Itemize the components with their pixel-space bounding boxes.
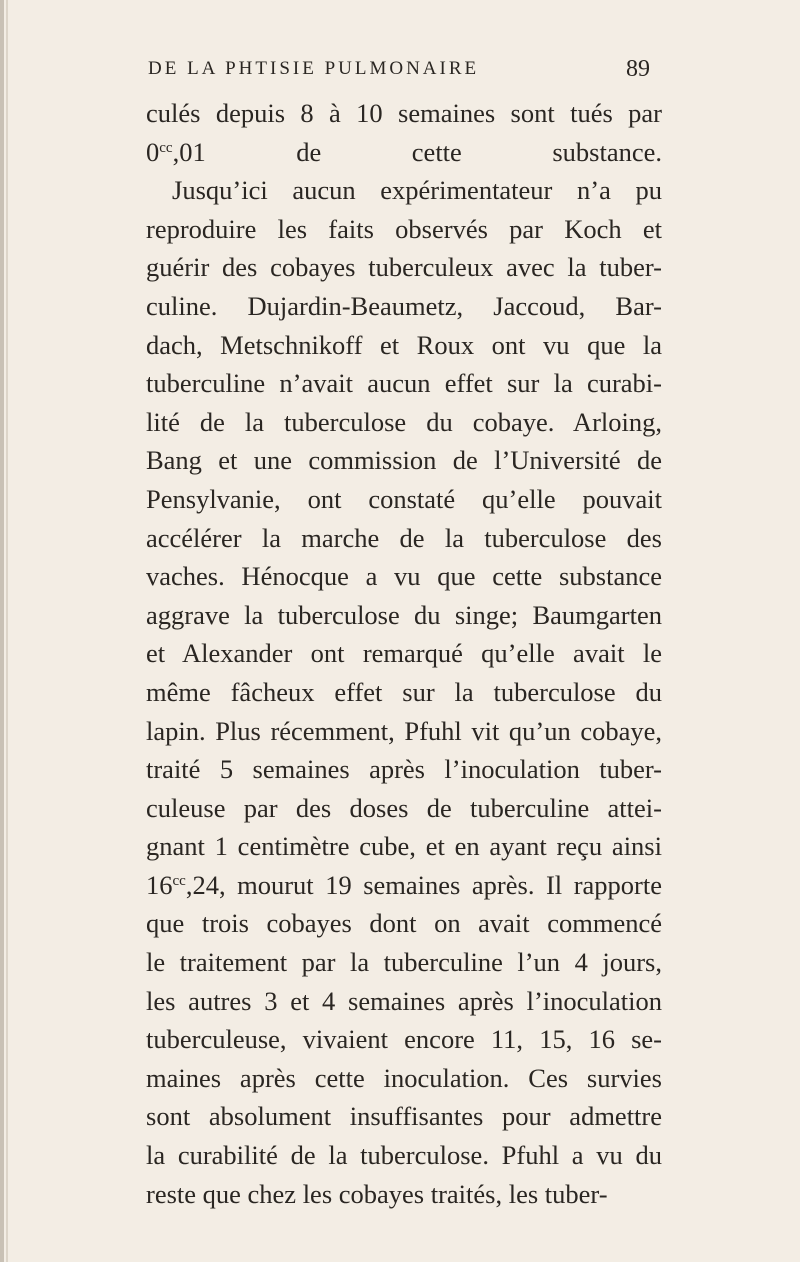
text-line: lité de la tuberculose du cobaye. Arloing, bbox=[146, 406, 662, 437]
superscript: cc bbox=[172, 872, 186, 889]
text-line: gnant 1 centimètre cube, et en ayant reçu ainsi bbox=[146, 831, 662, 862]
text-line: traité 5 semaines après l’inoculation tuber- bbox=[146, 754, 662, 785]
text-line: lapin. Plus récemment, Pfuhl vit qu’un cobaye, bbox=[146, 715, 662, 746]
page-edge bbox=[0, 0, 4, 1262]
text-line: tuberculeuse, vivaient encore 11, 15, 16 se- bbox=[146, 1024, 662, 1055]
text-line: reste que chez les cobayes traités, les tuber- bbox=[146, 1178, 608, 1209]
text-line: culine. Dujardin-Beaumetz, Jaccoud, Bar- bbox=[146, 290, 662, 321]
text-line: accélérer la marche de la tuberculose des bbox=[146, 522, 662, 553]
text-line: que trois cobayes dont on avait commencé bbox=[146, 908, 662, 939]
text-line: Bang et une commission de l’Université de bbox=[146, 445, 662, 476]
text-line: Pensylvanie, ont constaté qu’elle pouvait bbox=[146, 483, 662, 514]
page-number: 89 bbox=[626, 56, 650, 82]
text-line: dach, Metschnikoff et Roux ont vu que la bbox=[146, 329, 662, 360]
text-line: les autres 3 et 4 semaines après l’inoculation bbox=[146, 985, 662, 1016]
text-line: culés depuis 8 à 10 semaines sont tués par bbox=[146, 98, 662, 128]
body-text bbox=[146, 94, 662, 1213]
text-line: guérir des cobayes tuberculeux avec la tuber- bbox=[146, 252, 662, 283]
text-line: aggrave la tuberculose du singe; Baumgarten bbox=[146, 599, 662, 630]
running-head: DE LA PHTISIE PULMONAIRE bbox=[148, 58, 480, 79]
text-line: et Alexander ont remarqué qu’elle avait le bbox=[146, 638, 662, 669]
text-line: reproduire les faits observés par Koch et bbox=[146, 213, 662, 244]
text-line: vaches. Hénocque a vu que cette substance bbox=[146, 561, 662, 592]
page-edge-shadow bbox=[6, 0, 8, 1262]
text-line: même fâcheux effet sur la tuberculose du bbox=[146, 676, 662, 707]
superscript: cc bbox=[159, 139, 173, 156]
text-line: maines après cette inoculation. Ces survies bbox=[146, 1062, 662, 1093]
text-line: $0^{cc},01$ de cette substance. bbox=[146, 136, 662, 167]
text-line: Jusqu’ici aucun expérimentateur n’a pu bbox=[172, 175, 662, 206]
text-line: tuberculine n’avait aucun effet sur la curabi- bbox=[146, 368, 662, 399]
text-line: la curabilité de la tuberculose. Pfuhl a vu du bbox=[146, 1140, 662, 1171]
page-header bbox=[148, 58, 650, 86]
text-line: le traitement par la tuberculine l’un 4 jours, bbox=[146, 947, 662, 978]
text-line: $16^{cc},24$, mourut 19 semaines après. Il rapporte bbox=[146, 869, 662, 900]
text-line: culeuse par des doses de tuberculine attei- bbox=[146, 792, 662, 823]
text-line: sont absolument insuffisantes pour admettre bbox=[146, 1101, 662, 1132]
